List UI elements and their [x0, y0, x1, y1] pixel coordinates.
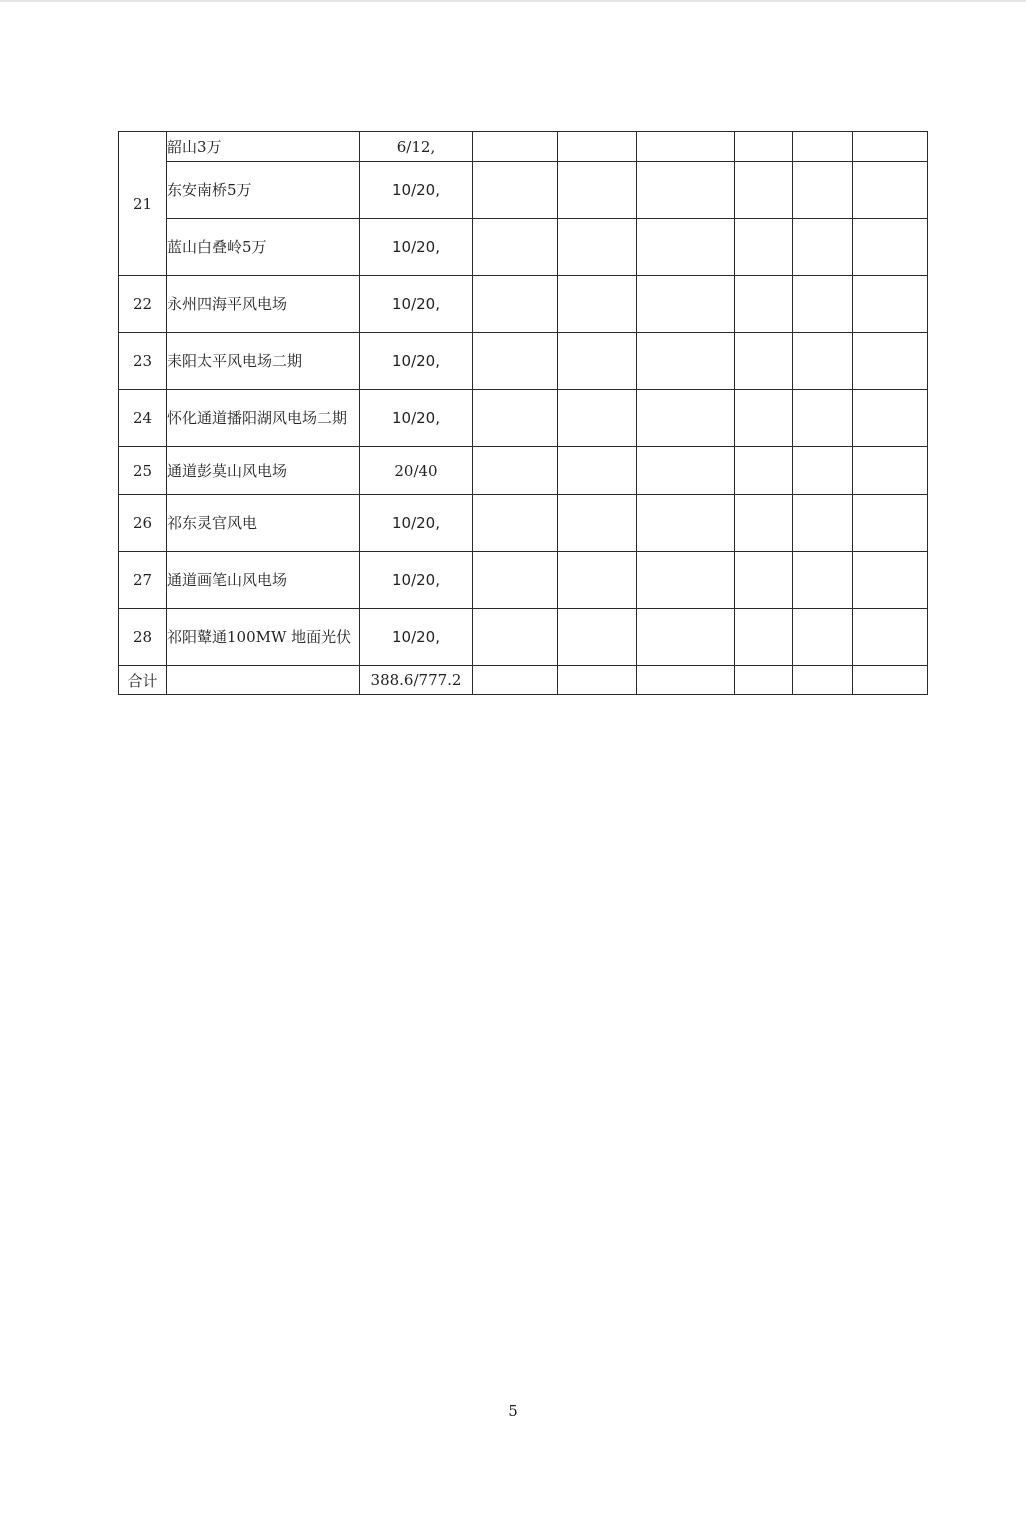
empty-cell: [637, 333, 735, 390]
table-row: [119, 552, 928, 609]
row-number: 27: [119, 552, 167, 609]
empty-cell: [558, 666, 637, 695]
table-row: [119, 333, 928, 390]
empty-cell: [793, 552, 853, 609]
empty-cell: [853, 495, 928, 552]
empty-cell: [473, 552, 558, 609]
empty-cell: [473, 609, 558, 666]
empty-cell: [473, 132, 558, 162]
empty-cell: [853, 666, 928, 695]
project-name: 永州四海平风电场: [167, 276, 360, 333]
empty-cell: [473, 447, 558, 495]
empty-cell: [637, 552, 735, 609]
capacity-value: 10/20,: [360, 162, 473, 219]
table-row: [119, 276, 928, 333]
empty-cell: [735, 333, 793, 390]
project-name: 通道彭莫山风电场: [167, 447, 360, 495]
scan-edge-line: [0, 0, 1026, 2]
empty-cell: [853, 333, 928, 390]
empty-cell: [793, 666, 853, 695]
table-row: [119, 609, 928, 666]
empty-cell: [793, 390, 853, 447]
project-name: 蓝山白叠岭5万: [167, 219, 360, 276]
empty-cell: [735, 447, 793, 495]
row-number: 25: [119, 447, 167, 495]
empty-cell: [735, 219, 793, 276]
table-row: [119, 162, 928, 219]
total-name: [167, 666, 360, 695]
capacity-value: 6/12,: [360, 132, 473, 162]
row-number: 22: [119, 276, 167, 333]
empty-cell: [793, 333, 853, 390]
empty-cell: [558, 390, 637, 447]
empty-cell: [793, 132, 853, 162]
capacity-value: 10/20,: [360, 552, 473, 609]
empty-cell: [558, 495, 637, 552]
empty-cell: [558, 609, 637, 666]
empty-cell: [637, 495, 735, 552]
table-row: [119, 495, 928, 552]
empty-cell: [853, 162, 928, 219]
empty-cell: [558, 162, 637, 219]
total-capacity: 388.6/777.2: [360, 666, 473, 695]
project-name: 韶山3万: [167, 132, 360, 162]
empty-cell: [735, 276, 793, 333]
empty-cell: [637, 162, 735, 219]
empty-cell: [558, 219, 637, 276]
project-table: [118, 131, 928, 695]
table-row: [119, 447, 928, 495]
capacity-value: 10/20,: [360, 390, 473, 447]
row-number: 23: [119, 333, 167, 390]
empty-cell: [735, 390, 793, 447]
empty-cell: [473, 276, 558, 333]
capacity-value: 10/20,: [360, 219, 473, 276]
empty-cell: [473, 219, 558, 276]
empty-cell: [735, 609, 793, 666]
empty-cell: [793, 495, 853, 552]
empty-cell: [793, 609, 853, 666]
empty-cell: [793, 276, 853, 333]
project-name: 祁东灵官风电: [167, 495, 360, 552]
empty-cell: [853, 132, 928, 162]
row-number: 26: [119, 495, 167, 552]
project-name: 怀化通道播阳湖风电场二期: [167, 390, 360, 447]
total-row: [119, 666, 928, 695]
page-number: 5: [508, 1402, 518, 1420]
table-row: [119, 219, 928, 276]
capacity-value: 10/20,: [360, 276, 473, 333]
empty-cell: [637, 666, 735, 695]
empty-cell: [735, 666, 793, 695]
empty-cell: [853, 447, 928, 495]
project-name: 通道画笔山风电场: [167, 552, 360, 609]
empty-cell: [473, 333, 558, 390]
empty-cell: [637, 447, 735, 495]
empty-cell: [735, 162, 793, 219]
empty-cell: [637, 390, 735, 447]
empty-cell: [793, 219, 853, 276]
empty-cell: [735, 132, 793, 162]
empty-cell: [558, 132, 637, 162]
project-name: 祁阳鼙通100MW 地面光伏: [167, 609, 360, 666]
row-number: 21: [119, 132, 167, 276]
empty-cell: [793, 162, 853, 219]
empty-cell: [853, 552, 928, 609]
empty-cell: [735, 495, 793, 552]
project-name: 东安南桥5万: [167, 162, 360, 219]
table-body: [119, 132, 928, 695]
empty-cell: [558, 447, 637, 495]
empty-cell: [637, 276, 735, 333]
empty-cell: [853, 276, 928, 333]
table-row: [119, 132, 928, 162]
empty-cell: [473, 390, 558, 447]
project-name: 耒阳太平风电场二期: [167, 333, 360, 390]
empty-cell: [637, 219, 735, 276]
empty-cell: [853, 609, 928, 666]
total-label: 合计: [119, 666, 167, 695]
capacity-value: 20/40: [360, 447, 473, 495]
row-number: 24: [119, 390, 167, 447]
empty-cell: [637, 609, 735, 666]
empty-cell: [853, 219, 928, 276]
capacity-value: 10/20,: [360, 333, 473, 390]
empty-cell: [558, 276, 637, 333]
table-row: [119, 390, 928, 447]
empty-cell: [735, 552, 793, 609]
empty-cell: [473, 495, 558, 552]
empty-cell: [473, 666, 558, 695]
empty-cell: [558, 333, 637, 390]
empty-cell: [473, 162, 558, 219]
empty-cell: [793, 447, 853, 495]
row-number: 28: [119, 609, 167, 666]
empty-cell: [637, 132, 735, 162]
capacity-value: 10/20,: [360, 609, 473, 666]
capacity-value: 10/20,: [360, 495, 473, 552]
empty-cell: [853, 390, 928, 447]
empty-cell: [558, 552, 637, 609]
